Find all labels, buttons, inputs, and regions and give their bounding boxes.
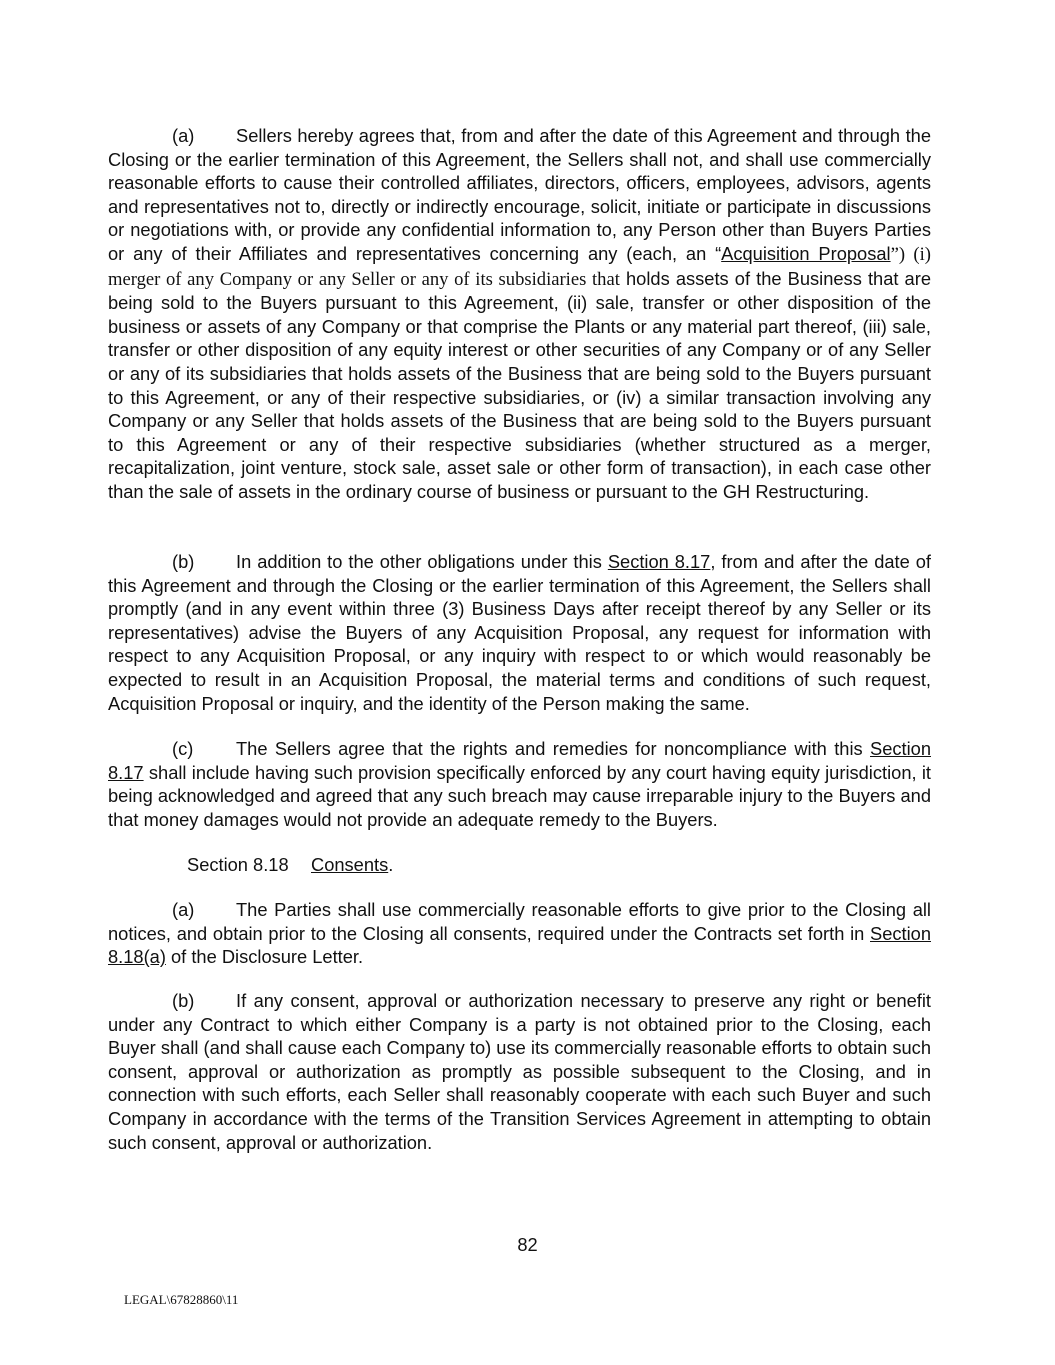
paragraph-text-continued: of the Disclosure Letter.: [165, 946, 364, 968]
paragraph-text: The Parties shall use commercially reasonable efforts to give prior to the Closing all notices, and obtain prior to the Closing all consents, required under the Contracts set forth in: [108, 899, 931, 944]
paragraph-label: (a): [172, 125, 195, 146]
paragraph-text: In addition to the other obligations under this: [236, 551, 608, 572]
section-title: Consents: [311, 854, 389, 875]
paragraph-8-17-a: [108, 124, 931, 504]
paragraph-8-17-c: [108, 737, 931, 831]
paragraph-text-serif: ”) (i) merger of any Company or any Seller or any of its subsidiaries that: [108, 243, 931, 290]
paragraph-8-17-b: [108, 550, 931, 715]
paragraph-label: (b): [172, 990, 195, 1011]
paragraph-text: If any consent, approval or authorization necessary to preserve any right or benefit under any Contract to which either Company is a party is not obtained prior to the Closing, each Buyer shall (and shall cause each Company to) use its commercially reasonable efforts to obtain such consent, approval or authorization as promptly as possible subsequent to the Closing, and in connection with such efforts, each Seller shall reasonably cooperate with each such Buyer and such Company in accordance with the terms of the Transition Services Agreement in attempting to obtain such consent, approval or authorization.: [108, 990, 931, 1153]
page-number: 82: [517, 1234, 538, 1255]
section-reference-8-17: Section 8.17: [108, 738, 931, 783]
paragraph-8-18-b: [108, 989, 931, 1154]
paragraph-text-continued: holds assets of the Business that are being sold to the Buyers pursuant to this Agreement, (ii) sale, transfer or other disposition of the business or assets of any Company or that comprise the Plants or any material part thereof, (iii) sale, transfer or other disposition of any equity interest or other securities of any Company or of any Seller or any of its subsidiaries that holds assets of the Business that are being sold to the Buyers pursuant to this Agreement, or any of their respective subsidiaries, or (iv) a similar transaction involving any Company or any Seller that holds assets of the Business that are being sold to the Buyers pursuant to this Agreement or any of their respective subsidiaries (whether structured as a merger, recapitalization, joint venture, stock sale, asset sale or other form of transaction), in each case other than the sale of assets in the ordinary course of business or pursuant to the GH Restructuring.: [108, 267, 931, 502]
paragraph-label: (c): [172, 738, 194, 759]
section-reference-8-17: Section 8.17: [607, 551, 711, 572]
paragraph-text-continued: , from and after the date of this Agreement and through the Closing or the earlier termination of this Agreement, the Sellers shall promptly (and in any event within three (3) Business Days after receipt thereof by any Seller or its representatives) advise the Buyers of any Acquisition Proposal, any request for information with respect to any Acquisition Proposal, or any inquiry with respect to or which would reasonably be expected to result in an Acquisition Proposal, the material terms and conditions of such request, Acquisition Proposal or inquiry, and the identity of the Person making the same.: [108, 551, 932, 714]
defined-term-acquisition-proposal: Acquisition Proposal: [721, 242, 891, 264]
section-number: Section 8.18: [187, 854, 289, 875]
paragraph-text: The Sellers agree that the rights and remedies for noncompliance with this: [236, 738, 871, 759]
section-title-punctuation: .: [388, 854, 394, 875]
paragraph-text: Sellers hereby agrees that, from and after the date of this Agreement and through the Closing or the earlier termination of this Agreement, the Sellers shall not, and shall use commercially reasonable efforts to cause their controlled affiliates, directors, officers, employees, advisors, agents and representatives not to, directly or indirectly encourage, solicit, initiate or participate in discussions or negotiations with, or provide any confidential information to, any Person other than Buyers Parties or any of their Affiliates and representatives concerning any (each, an “: [108, 125, 931, 264]
paragraph-label: (a): [172, 899, 195, 920]
section-heading-8-18: [187, 853, 393, 877]
paragraph-8-18-a: [108, 898, 931, 969]
document-footer-id: LEGAL\67828860\11: [124, 1292, 239, 1307]
paragraph-label: (b): [172, 551, 195, 572]
section-reference-8-18a: Section 8.18(a): [108, 922, 931, 968]
paragraph-text-continued: shall include having such provision specifically enforced by any court having equity jurisdiction, it being acknowledged and agreed that any such breach may cause irreparable injury to the Buyers and that money damages would not provide an adequate remedy to the Buyers.: [108, 761, 931, 830]
